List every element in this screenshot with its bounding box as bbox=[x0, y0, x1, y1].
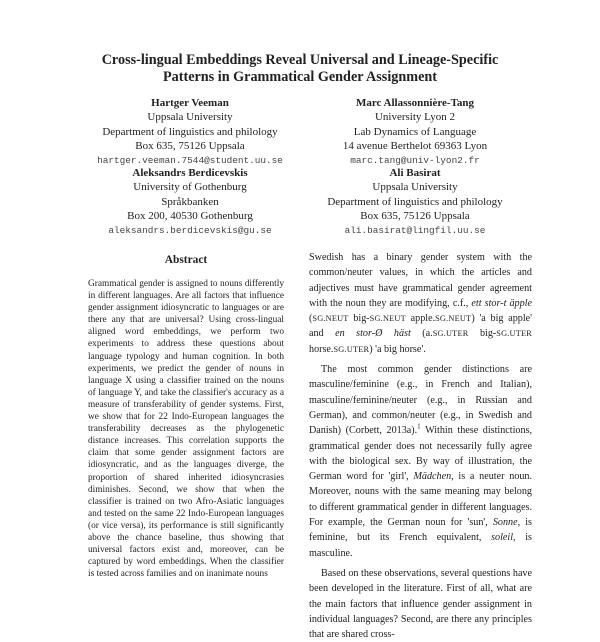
author-address: Box 200, 40530 Gothenburg bbox=[127, 210, 253, 223]
abstract-heading: Abstract bbox=[164, 254, 208, 266]
title-line-2: Patterns in Grammatical Gender Assignment bbox=[162, 69, 437, 85]
author-department: Språkbanken bbox=[161, 195, 219, 208]
author-email: hartger.veeman.7544@student.uu.se bbox=[97, 154, 283, 166]
author-affiliation: University Lyon 2 bbox=[374, 111, 456, 124]
author-email: aleksandrs.berdicevskis@gu.se bbox=[108, 224, 272, 236]
author-affiliation: Uppsala University bbox=[147, 111, 233, 124]
author-block bbox=[80, 166, 300, 238]
author-department: Department of linguistics and philology bbox=[102, 125, 278, 138]
author-name: Hartger Veeman bbox=[151, 97, 229, 109]
author-email: ali.basirat@lingfil.uu.se bbox=[344, 224, 486, 236]
author-address: 14 avenue Berthelot 69363 Lyon bbox=[342, 140, 488, 153]
author-address: Box 635, 75126 Uppsala bbox=[360, 210, 470, 223]
author-department: Lab Dynamics of Language bbox=[353, 125, 477, 138]
title-line-1: Cross-lingual Embeddings Reveal Universal and Lineage-Specific bbox=[101, 52, 499, 68]
author-block bbox=[300, 166, 530, 238]
author-address: Box 635, 75126 Uppsala bbox=[135, 140, 245, 153]
body-paragraph: The most common gender distinctions are masculine/feminine (e.g., in French and Italian), masculine/feminine/neuter (e.g., in Russian and German), and common/neuter (e.g., in Swedish and Danish) (Corbett, 2013a).$^1$ Within these distinctions, grammatical gender does not necessarily fully agree with the biological sex. By way of illustration, the German word for 'girl', Mädchen, is a neuter noun. Moreover, nouns with the same meaning may belong to different grammatical gender in different languages. For example, the German noun for 'sun', Sonne, is feminine, but its French equivalent, soleil, is masculine. bbox=[309, 364, 533, 559]
author-name: Aleksandrs Berdicevskis bbox=[132, 167, 248, 179]
author-block bbox=[300, 96, 530, 168]
author-name: Ali Basirat bbox=[389, 167, 441, 179]
author-affiliation: University of Gothenburg bbox=[133, 181, 247, 194]
abstract-text: Grammatical gender is assigned to nouns differently in different languages. Are all factors that influence gender assignment idiosyncratic to languages or are there any that are universal? Using cross-lingual aligned word embeddings, we perform two experiments to address these questions about language typology and human cognition. In both experiments, we predict the gender of nouns in language X using a classifier trained on the nouns of language Y, and take the classifier's accuracy as a measure of transferability of gender systems. First, we show that for 22 Indo-European languages the transferability decreases as the phylogenetic distance increases. This correlation supports the claim that some gender assignment factors are idiosyncratic, and as the languages diverge, the proportion of shared inherited idiosyncrasies diminishes. Second, we show that when the classifier is trained on two Afro-Asiatic languages and tested on the same 22 Indo-European languages (or vice versa), its performance is still significantly above the chance baseline, thus showing that universal factors exist and, moreover, can be captured by word embeddings. When the classifier is tested across families and on inanimate nouns bbox=[88, 279, 284, 580]
author-block bbox=[80, 96, 300, 168]
author-department: Department of linguistics and philology bbox=[327, 195, 503, 208]
paper-title bbox=[0, 52, 600, 86]
author-name: Marc Allassonnière-Tang bbox=[355, 97, 475, 109]
footnote-marker: 1 bbox=[417, 422, 421, 431]
body-paragraph: Based on these observations, several questions have been developed in the literature. First of all, what are the main factors that influence gender assignment in individual languages? Second, are there any principles that are shared cross- bbox=[309, 567, 532, 641]
author-email: marc.tang@univ-lyon2.fr bbox=[350, 154, 480, 166]
author-affiliation: Uppsala University bbox=[372, 181, 458, 194]
body-column bbox=[309, 250, 532, 642]
body-paragraph: Swedish has a binary gender system with the common/neuter values, in which the articles and adjectives must have grammatical gender agreement with the noun they are modifying, c.f., ett stor-t äpple (SG.NEUT big-SG.NEUT apple.SG.NEUT) 'a big apple' and en stor-Ø häst (a.SG.UTER big-SG.UTER horse.SG.UTER) 'a big horse'. bbox=[309, 252, 533, 355]
